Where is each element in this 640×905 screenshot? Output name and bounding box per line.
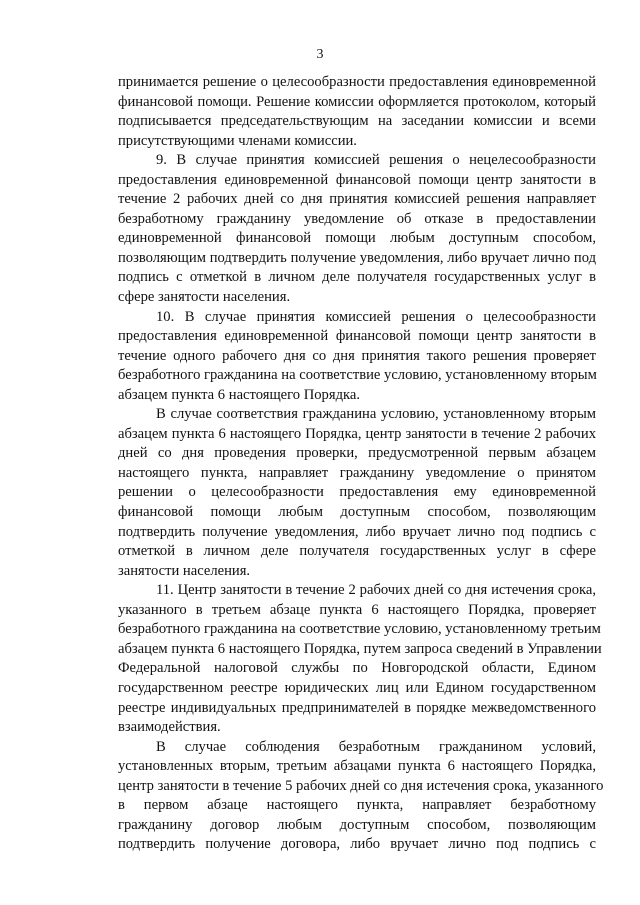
- text-line: абзацем пункта 6 настоящего Порядка.: [118, 386, 360, 403]
- text-line: 9. В случае принятия комиссией решения о нецелесообразности: [156, 152, 596, 169]
- text-line: подписывается председательствующим на заседании комиссии и всеми: [118, 113, 596, 130]
- paragraph: [118, 73, 596, 151]
- text-line: занятости населения.: [118, 562, 251, 579]
- paragraph: [118, 738, 604, 855]
- text-line: принимается решение о целесообразности предоставления единовременной: [118, 74, 596, 90]
- text-line: дней со дня проведения проверки, предусмотренной первым абзацем: [118, 445, 596, 462]
- body-text: [118, 73, 604, 855]
- text-line: предоставления единовременной финансовой помощи центр занятости в: [118, 171, 596, 188]
- text-line: безработному гражданину уведомление об отказе в предоставлении: [118, 210, 596, 227]
- text-line: абзацем пункта 6 настоящего Порядка, центр занятости в течение 2 рабочих: [118, 425, 596, 442]
- text-line: установленных вторым, третьим абзацами пункта 6 настоящего Порядка,: [118, 758, 596, 775]
- text-line: 10. В случае принятия комиссией решения о целесообразности: [156, 308, 596, 325]
- text-line: В случае соблюдения безработным гражданином условий,: [156, 738, 596, 755]
- text-line: единовременной финансовой помощи любым доступным способом,: [118, 230, 596, 247]
- text-line: подпись с отметкой в личном деле получателя государственных услуг в: [118, 269, 596, 286]
- text-line: Федеральной налоговой службы по Новгородской области, Едином: [118, 660, 596, 677]
- text-line: подтвердить получение уведомления, либо вручает лично под подпись с: [118, 523, 596, 540]
- text-line: отметкой в личном деле получателя государственных услуг в сфере: [118, 543, 596, 560]
- text-line: абзацем пункта 6 настоящего Порядка, путем запроса сведений в Управлении: [118, 640, 602, 657]
- text-line: настоящего пункта, направляет гражданину уведомление о принятом: [118, 464, 596, 481]
- paragraph: [118, 308, 596, 406]
- text-line: подтвердить получение договора, либо вручает лично под подпись с: [118, 836, 596, 853]
- text-line: центр занятости в течение 5 рабочих дней со дня истечения срока, указанного: [118, 777, 604, 794]
- text-line: финансовой помощи любым доступным способом, позволяющим: [118, 504, 596, 521]
- page-number: 3: [316, 47, 324, 62]
- text-line: реестре индивидуальных предпринимателей в порядке межведомственного: [118, 699, 596, 716]
- text-line: взаимодействия.: [118, 719, 221, 736]
- text-line: присутствующими членами комиссии.: [118, 132, 357, 149]
- paragraph: [118, 151, 596, 307]
- paragraph: [118, 405, 596, 581]
- text-line: в первом абзаце настоящего пункта, направляет безработному: [118, 797, 596, 814]
- text-line: государственном реестре юридических лиц или Едином государственном: [118, 679, 596, 696]
- text-line: предоставления единовременной финансовой помощи центр занятости в: [118, 328, 596, 345]
- text-line: сфере занятости населения.: [118, 289, 291, 306]
- text-line: 11. Центр занятости в течение 2 рабочих дней со дня истечения срока,: [156, 582, 596, 599]
- text-line: указанного в третьем абзаце пункта 6 настоящего Порядка, проверяет: [118, 601, 596, 618]
- text-line: течение одного рабочего дня со дня принятия такого решения проверяет: [118, 347, 596, 364]
- text-line: финансовой помощи. Решение комиссии оформляется протоколом, который: [118, 93, 596, 110]
- text-line: В случае соответствия гражданина условию, установленному вторым: [156, 406, 596, 423]
- paragraph: [118, 581, 602, 737]
- text-line: безработного гражданина на соответствие условию, установленному вторым: [118, 367, 597, 384]
- text-line: позволяющим подтвердить получение уведомления, либо вручает лично под: [118, 249, 596, 266]
- text-line: течение 2 рабочих дней со дня принятия комиссией решения направляет: [118, 191, 596, 208]
- text-line: решении о целесообразности предоставления ему единовременной: [118, 484, 596, 501]
- text-line: безработного гражданина на соответствие условию, установленному третьим: [118, 621, 601, 638]
- text-line: гражданину договор любым доступным способом, позволяющим: [118, 816, 596, 833]
